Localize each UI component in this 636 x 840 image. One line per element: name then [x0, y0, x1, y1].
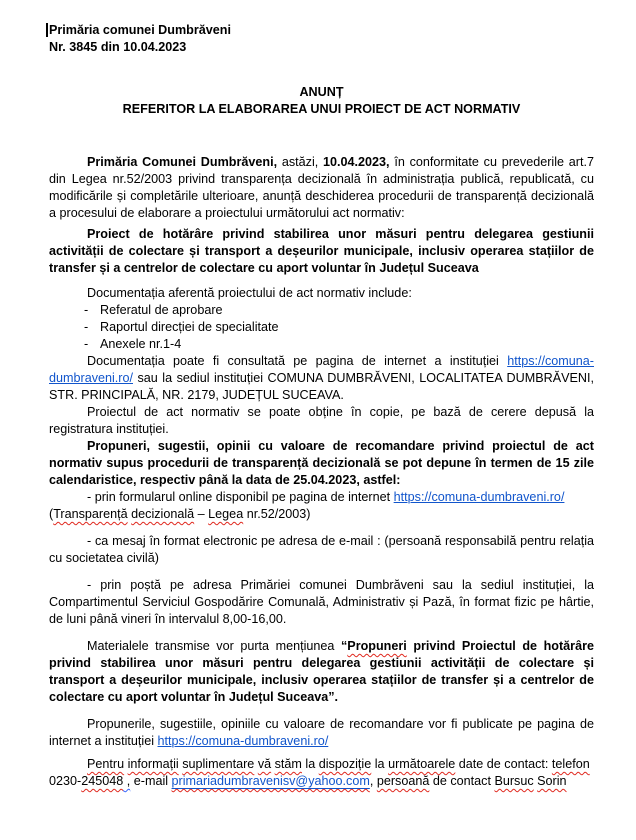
list-item-text: Referatul de aprobare [100, 303, 223, 317]
text-segment: suplimentare [182, 757, 255, 771]
text-segment: stăm [274, 757, 302, 771]
hyperlink[interactable]: https://comuna-dumbraveni.ro/ [49, 354, 594, 385]
spellcheck-underline [81, 774, 123, 788]
text-segment: – [194, 507, 209, 521]
list-item [84, 336, 594, 353]
hyperlink[interactable]: https://comuna-dumbraveni.ro/ [157, 734, 329, 748]
text-segment: decizională [131, 507, 195, 521]
text-segment: următoarele [388, 757, 456, 771]
text-segment: la [371, 757, 389, 771]
text-segment: telefon [551, 757, 590, 771]
spellcheck-underline [552, 757, 590, 771]
text-segment: vă [257, 757, 272, 771]
text-segment: e-mail [130, 774, 172, 788]
hyperlink[interactable]: https://comuna-dumbraveni.ro/ [393, 490, 565, 504]
spellcheck-underline [275, 757, 302, 771]
spellcheck-underline [319, 757, 372, 771]
bold-text: “ [341, 639, 348, 653]
text-segment: date de contact: [455, 757, 552, 771]
text-segment: Legea [208, 507, 244, 521]
text-segment: 0230- [49, 774, 82, 788]
list-item [84, 302, 594, 319]
text-segment: ( [49, 507, 54, 521]
list-item-text: Raportul direcției de specialitate [100, 320, 279, 334]
text-segment: Documentația poate fi consultată pe pagina de internet a instituției [87, 354, 508, 368]
text-segment: sau la sediul instituției COMUNA DUMBRĂVENI, LOCALITATEA DUMBRĂVENI, STR. PRINCIPALĂ, NR. 2179, JUDEȚUL SUCEAVA. [49, 371, 594, 402]
list-bullet: - [84, 320, 89, 334]
bold-text: privind Proiectul de hotărâre privind stabilirea unor măsuri pentru delegarea gestiunii activității de colectare și transport a deșeurilor municipale, inclusiv operarea stațiilor de transfer și a centrelor de colectare cu aport voluntar în Județul Suceava”. [49, 639, 594, 704]
spellcheck-underline [388, 757, 455, 771]
text-segment: Propunerile, sugestiile, opiniile cu valoare de recomandare vor fi publicate pe pagina de internet a instituției [49, 717, 594, 748]
spellcheck-underline [208, 507, 243, 521]
spellcheck-underline [128, 757, 179, 771]
text-segment: 245048 [81, 774, 124, 788]
paragraph-project-title: Proiect de hotărâre privind stabilirea unor măsuri pentru delegarea gestiunii activității de colectare și transport a deșeurilor municipale, inclusiv operarea stațiilor de transfer și a centrelor de colectare cu aport voluntar în Județul Suceava [49, 227, 594, 275]
text-segment: Sorin [537, 774, 567, 788]
paragraph-proposals: Propuneri, sugestii, opinii cu valoare de recomandare privind proiectul de act normativ supus procedurii de transparență decizională se pot depune în termen de 15 zile calendaristice, respectiv până la data de 25.04.2023, astfel: [49, 439, 594, 487]
text-segment: în conformitate cu prevederile art.7 din Legea nr.52/2003 privind transparența decizională în administrația publică, republicată, cu modificările și completările ulterioare, anunță deschiderea procedurii de transparență decizională a procesului de elaborare a proiectului următorului act normativ: [49, 155, 594, 220]
text-segment: astăzi, [277, 155, 324, 169]
list-item-text: Anexele nr.1-4 [100, 337, 182, 351]
spellcheck-underline [87, 757, 124, 771]
list-item [84, 319, 594, 336]
list-bullet: - [84, 303, 89, 317]
spellcheck-underline [537, 774, 566, 788]
spellcheck-underline [494, 774, 533, 788]
paragraph-publication [49, 716, 594, 750]
notice-subtitle: REFERITOR LA ELABORAREA UNUI PROIECT DE ACT NORMATIV [122, 102, 521, 116]
paragraph-consultation [49, 353, 594, 404]
text-segment: nr.52/2003) [243, 507, 311, 521]
list-bullet: - [84, 337, 89, 351]
paragraph-contact [49, 756, 594, 790]
spellcheck-underline [377, 774, 430, 788]
paragraph-post-channel: - prin poștă pe adresa Primăriei comunei Dumbrăveni sau la sediul instituției, la Compartimentul Serviciul Gospodărire Comunală, Administrativ și Pază, în format fizic pe hârtie, de luni până vineri în intervalul 8,00-16,00. [49, 578, 594, 626]
text-segment: la [301, 757, 319, 771]
paragraph-intro [49, 154, 594, 222]
text-segment: Bursuc [494, 774, 534, 788]
bold-text: 10.04.2023, [323, 155, 390, 169]
paragraph-email-channel: - ca mesaj în format electronic pe adresa de e-mail : (persoană responsabilă pentru relația cu societatea civilă) [49, 534, 594, 565]
bold-text: Propuneri [347, 639, 407, 653]
paragraph-copy-request: Proiectul de act normativ se poate obține în copie, pe bază de cerere depusă la registratura instituției. [49, 405, 594, 436]
spellcheck-underline [131, 507, 194, 521]
text-segment: Transparență [53, 507, 128, 521]
text-segment: dispoziție [318, 757, 372, 771]
bold-text: Primăria Comunei Dumbrăveni, [87, 155, 278, 169]
notice-title: ANUNȚ [299, 85, 344, 99]
paragraph-docs-heading: Documentația aferentă proiectului de act normativ include: [87, 286, 412, 300]
text-segment: , [123, 774, 131, 788]
documentation-list [49, 302, 594, 353]
text-segment: informații [127, 757, 179, 771]
text-cursor [46, 23, 48, 37]
spellcheck-underline [347, 639, 406, 653]
notice-title-block [49, 84, 594, 118]
text-segment: persoană [376, 774, 430, 788]
text-segment: - prin formularul online disponibil pe pagina de internet [87, 490, 394, 504]
spellcheck-underline [172, 774, 370, 788]
header-office-name: Primăria comunei Dumbrăveni [49, 23, 231, 37]
spellcheck-underline [182, 757, 254, 771]
spellcheck-underline [53, 507, 127, 521]
text-segment: de contact [429, 774, 495, 788]
text-segment: , [369, 774, 377, 788]
hyperlink[interactable]: primariadumbravenisv@yahoo.com [171, 774, 370, 788]
paragraph-online-form [49, 489, 594, 523]
text-segment: Materialele transmise vor purta mențiunea [87, 639, 341, 653]
paragraph-mention [49, 638, 594, 706]
header-registration-number: Nr. 3845 din 10.04.2023 [49, 40, 187, 54]
text-segment: Pentru [87, 757, 125, 771]
document-header [49, 22, 594, 56]
spellcheck-underline [258, 757, 271, 771]
